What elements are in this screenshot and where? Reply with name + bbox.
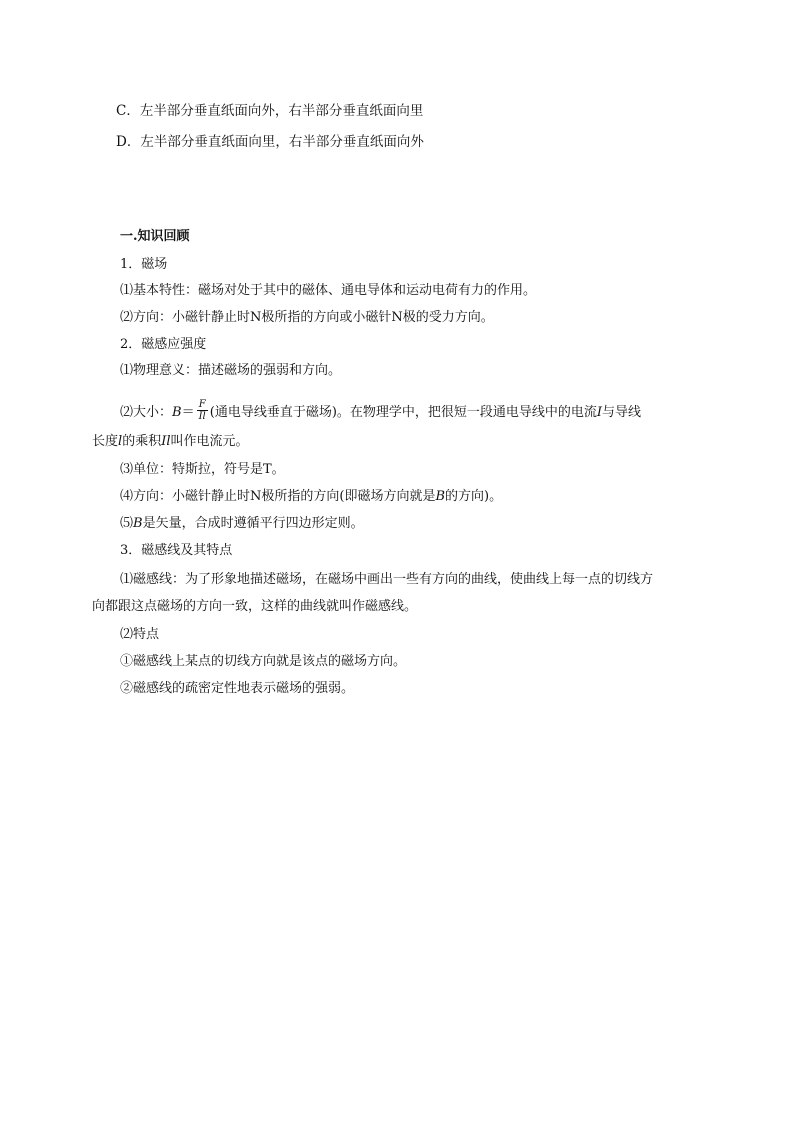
vector-prefix: ⑸ <box>120 516 134 531</box>
magnitude-text-2: 与导线 <box>602 405 642 420</box>
list-item-tangent: ①磁感线上某点的切线方向就是该点的磁场方向。 <box>120 654 407 669</box>
symbol-l: l <box>118 434 123 449</box>
fraction-f-over-il <box>197 399 208 422</box>
option-d: D．左半部分垂直纸面向里，右半部分垂直纸面向外 <box>116 134 424 150</box>
paragraph-field-lines-def-cont: 向都跟这点磁场的方向一致，这样的曲线就叫作磁感线。 <box>92 599 418 614</box>
paragraph-field-lines-def: ⑴磁感线：为了形象地描述磁场，在磁场中画出一些有方向的曲线，使曲线上每一点的切线方 <box>120 572 654 587</box>
paragraph-basic-property: ⑴基本特性：磁场对处于其中的磁体、通电导体和运动电荷有力的作用。 <box>120 283 537 298</box>
subsection-field-lines: 3．磁感线及其特点 <box>120 543 233 558</box>
list-item-density: ②磁感线的疏密定性地表示磁场的强弱。 <box>120 681 355 696</box>
vector-text: 是矢量，合成时遵循平行四边形定则。 <box>142 516 364 531</box>
paragraph-direction: ⑵方向：小磁针静止时N极所指的方向或小磁针N极的受力方向。 <box>120 310 494 325</box>
fraction-denominator: Il <box>198 411 206 422</box>
symbol-b-3: B <box>133 516 143 531</box>
magnitude-text-1: (通电导线垂直于磁场)。在物理学中，把很短一段通电导线中的电流 <box>209 405 597 420</box>
paragraph-physical-meaning: ⑴物理意义：描述磁场的强弱和方向。 <box>120 363 342 378</box>
paragraph-magnitude <box>120 401 641 424</box>
paragraph-vector <box>120 515 364 533</box>
current-element-text: 叫作电流元。 <box>170 434 249 449</box>
magnitude-prefix: ⑵大小： <box>120 405 173 420</box>
section-title: 一.知识回顾 <box>120 229 190 244</box>
paragraph-features: ⑵特点 <box>120 627 160 642</box>
direction-text-end: 的方向)。 <box>445 489 503 504</box>
equals-sign: ＝ <box>181 405 195 420</box>
product-text: 的乘积 <box>122 434 162 449</box>
direction-text: ⑷方向：小磁针静止时N极所指的方向(即磁场方向就是 <box>120 489 436 504</box>
paragraph-b-direction <box>120 488 502 506</box>
symbol-b-2: B <box>435 489 446 504</box>
symbol-il: Il <box>161 434 171 449</box>
symbol-b: B <box>172 405 182 420</box>
length-text: 长度 <box>92 434 119 449</box>
subsection-magnetic-field: 1．磁场 <box>120 257 168 272</box>
option-c: C．左半部分垂直纸面向外，右半部分垂直纸面向里 <box>116 103 424 119</box>
symbol-i: I <box>596 405 603 420</box>
paragraph-unit: ⑶单位：特斯拉，符号是T。 <box>120 462 285 477</box>
fraction-numerator: F <box>197 399 208 411</box>
subsection-induction: 2．磁感应强度 <box>120 337 207 352</box>
paragraph-magnitude-cont <box>92 433 249 451</box>
